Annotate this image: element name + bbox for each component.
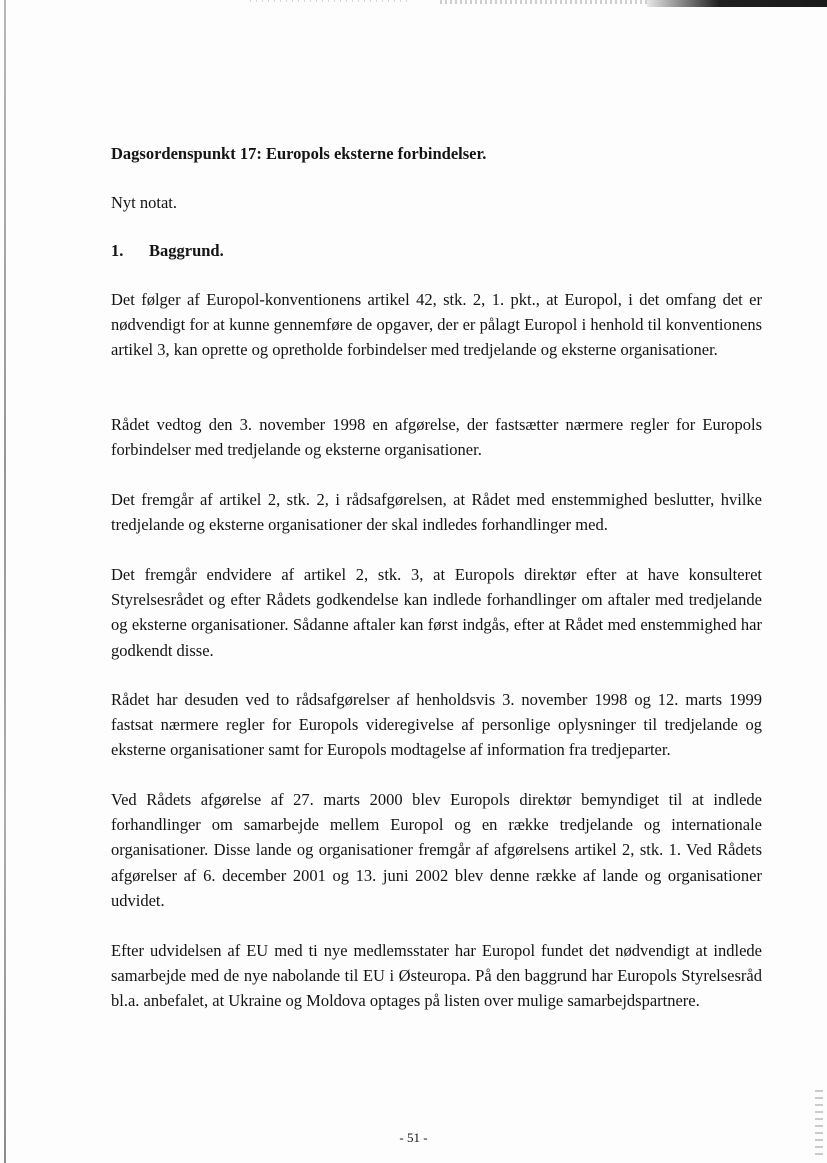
paragraph: Ved Rådets afgørelse af 27. marts 2000 blev Europols direktør bemyndiget til at indlede forhandlinger om samarbejde mellem Europol og en række tredjelande og internationale organisationer. Disse lande og organisationer fremgår af afgørelsens artikel 2, stk. 1. Ved Rådets afgørelser af 6. december 2001 og 13. juni 2002 blev denne række af lande og organisationer udvidet. [111, 790, 762, 910]
agenda-item-heading: Dagsordenspunkt 17: Europols eksterne forbindelser. [111, 144, 487, 163]
section-number: 1. [111, 241, 124, 260]
page-number: - 51 - [399, 1130, 428, 1145]
paragraph: Efter udvidelsen af EU med ti nye medlemsstater har Europol fundet det nødvendigt at indlede samarbejde med de nye nabolande til EU i Østeuropa. På den baggrund har Europols Styrelsesråd bl.a. anbefalet, at Ukraine og Moldova optages på listen over mulige samarbejdspartnere. [111, 941, 762, 1011]
paragraph: Det fremgår endvidere af artikel 2, stk. 3, at Europols direktør efter at have konsulteret Styrelsesrådet og efter Rådets godkendelse kan indlede forhandlinger om aftaler med tredjelande og eksterne organisationer. Sådanne aftaler kan først indgås, efter at Rådet med enstemmighed har godkendt disse. [111, 565, 762, 660]
scan-top-bar-artifact [647, 0, 827, 7]
note-label: Nyt notat. [111, 193, 177, 212]
paragraph: Det fremgår af artikel 2, stk. 2, i rådsafgørelsen, at Rådet med enstemmighed beslutter, hvilke tredjelande og eksterne organisationer der skal indledes forhandlinger med. [111, 490, 762, 535]
paragraph: Rådet vedtog den 3. november 1998 en afgørelse, der fastsætter nærmere regler for Europols forbindelser med tredjelande og eksterne organisationer. [111, 415, 762, 460]
paragraph: Det følger af Europol-konventionens artikel 42, stk. 2, 1. pkt., at Europol, i det omfang det er nødvendigt for at kunne gennemføre de opgaver, der er pålagt Europol i henhold til konventionens artikel 3, kan oprette og opretholde forbindelser med tredjelande og eksterne organisationer. [111, 290, 762, 360]
scan-speckle-artifact [440, 0, 650, 4]
paragraph: Rådet har desuden ved to rådsafgørelser af henholdsvis 3. november 1998 og 12. marts 1999 fastsat nærmere regler for Europols videregivelse af personlige oplysninger til tredjelande og eksterne organisationer samt for Europols modtagelse af information fra tredjeparter. [111, 690, 762, 760]
scan-speckle-artifact [250, 0, 410, 2]
scan-speckle-artifact [815, 1090, 823, 1160]
section-heading [111, 241, 224, 261]
scan-edge-artifact [4, 0, 6, 1163]
section-title: Baggrund. [149, 241, 224, 260]
